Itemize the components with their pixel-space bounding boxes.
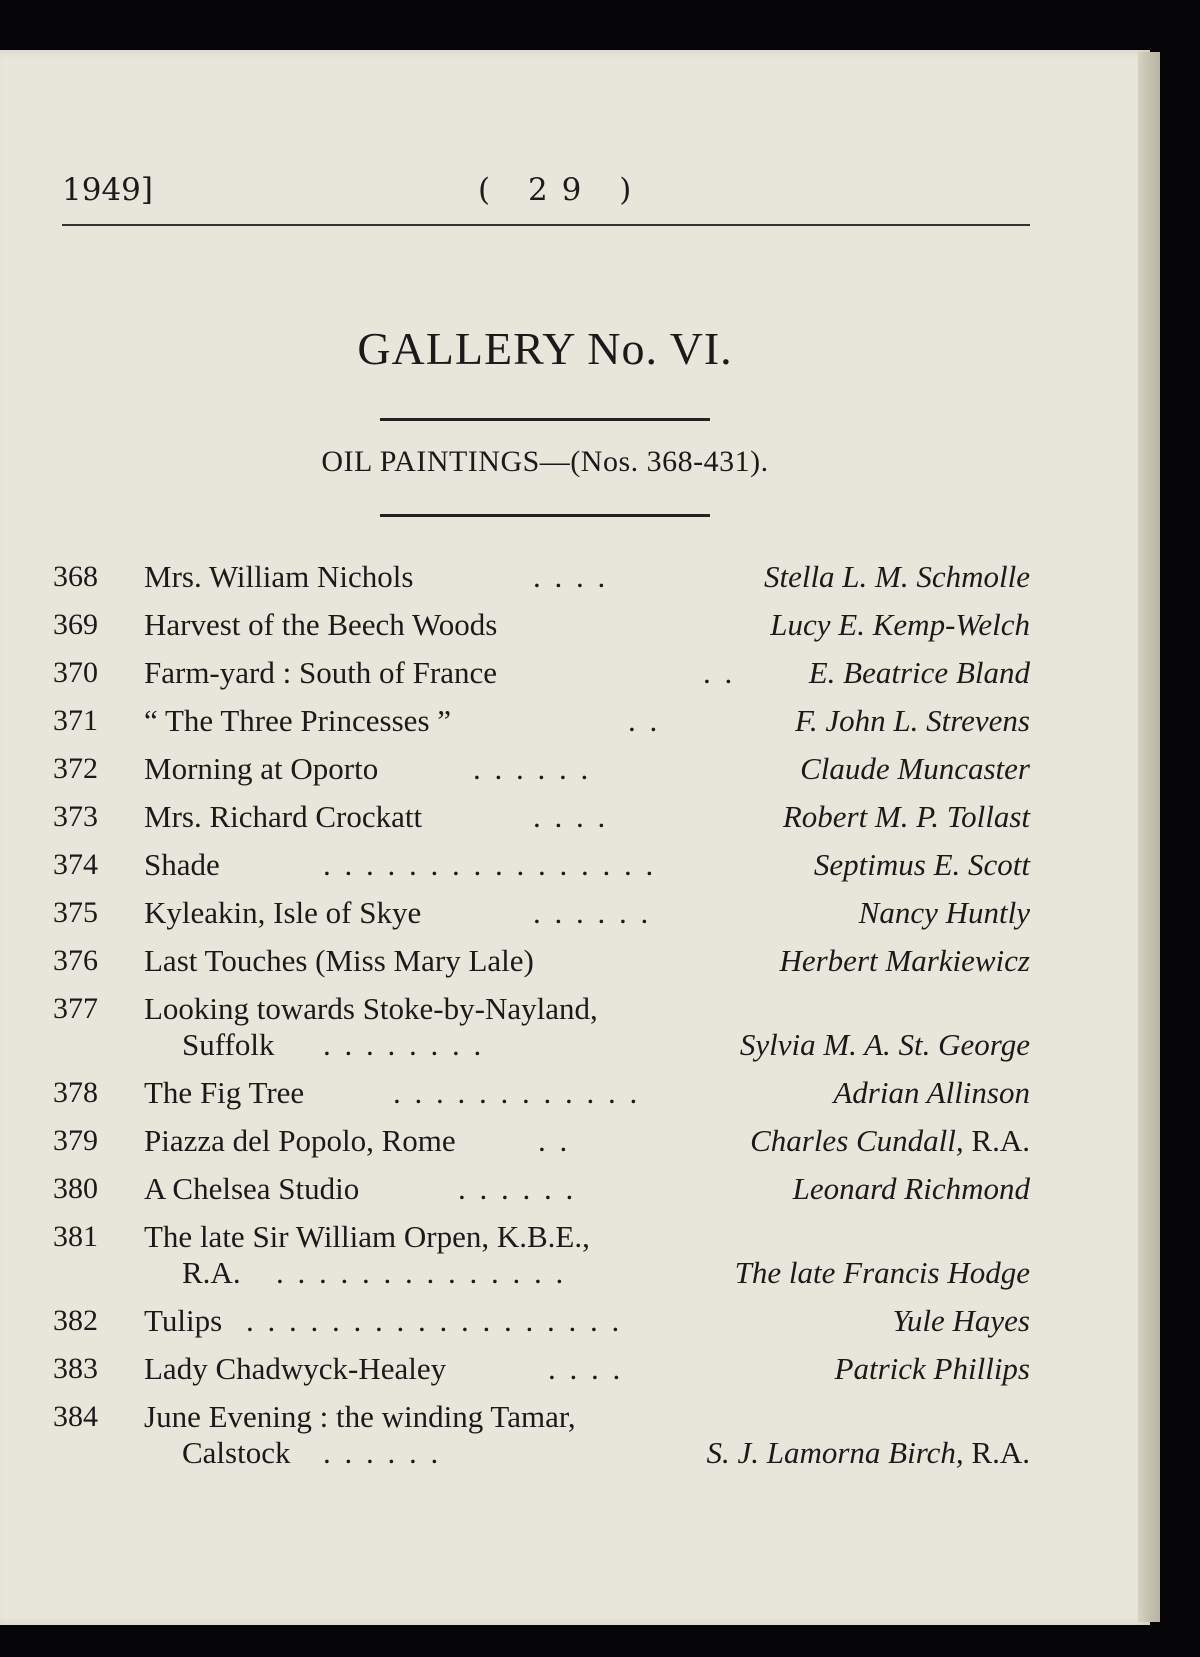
entry-artist: Adrian Allinson [833, 1075, 1030, 1110]
list-item [48, 601, 1030, 649]
entry-title-continued: Calstock [182, 1435, 291, 1470]
entry-number: 380 [53, 1172, 98, 1205]
page-number: ( 29 ) [478, 172, 646, 208]
entry-number: 368 [53, 560, 98, 593]
list-item [48, 793, 1030, 841]
leader-dots: . . . . . . [473, 751, 592, 786]
entry-artist: F. John L. Strevens [794, 703, 1030, 738]
entry-artist: Yule Hayes [892, 1303, 1030, 1338]
entry-artist: Claude Muncaster [800, 751, 1030, 786]
leader-dots: . . . . . . . . . . . . . . . . . . [246, 1303, 623, 1338]
entry-artist: Stella L. M. Schmolle [763, 559, 1030, 594]
entry-artist: Leonard Richmond [792, 1171, 1030, 1206]
entry-artist: Nancy Huntly [858, 895, 1030, 930]
list-item [48, 1213, 1030, 1297]
entry-artist: S. J. Lamorna Birch, R.A. [706, 1435, 1030, 1470]
list-item [48, 697, 1030, 745]
leader-dots: . . . . . . . . [323, 1027, 485, 1062]
list-item [48, 1345, 1030, 1393]
entry-number: 382 [53, 1304, 98, 1337]
entry-title: “ The Three Princesses ” [144, 703, 452, 738]
entry-artist: E. Beatrice Bland [808, 655, 1030, 690]
entry-number: 383 [53, 1352, 98, 1385]
list-item [48, 1117, 1030, 1165]
leader-dots: . . . . . . . . . . . . . . [276, 1255, 567, 1290]
entry-title: The Fig Tree [144, 1075, 305, 1110]
entry-title: A Chelsea Studio [144, 1171, 360, 1206]
entry-artist: Septimus E. Scott [813, 847, 1030, 882]
entry-artist: The late Francis Hodge [734, 1255, 1030, 1290]
leader-dots: . . [538, 1123, 571, 1158]
entry-title: Farm-yard : South of France [144, 655, 497, 690]
entry-number: 376 [53, 944, 98, 977]
leader-dots: . . . . [533, 799, 609, 834]
list-item [48, 1069, 1030, 1117]
section-subtitle: OIL PAINTINGS—(Nos. 368-431). [321, 445, 769, 478]
list-item [48, 1297, 1030, 1345]
entry-title: Harvest of the Beech Woods [144, 607, 498, 642]
list-item [48, 553, 1030, 601]
leader-dots: . . . . . . . . . . . . . . . . [323, 847, 657, 882]
entry-artist: Herbert Markiewicz [779, 943, 1030, 978]
leader-dots: . . [628, 703, 661, 738]
entry-artist: Sylvia M. A. St. George [739, 1027, 1030, 1062]
list-item [48, 1165, 1030, 1213]
entry-title: Lady Chadwyck-Healey [144, 1351, 447, 1386]
title-rule-bottom [380, 514, 710, 517]
entry-number: 373 [53, 800, 98, 833]
leader-dots: . . . . . . [533, 895, 652, 930]
list-item [48, 889, 1030, 937]
entry-title: Piazza del Popolo, Rome [144, 1123, 456, 1158]
entry-artist: Charles Cundall, R.A. [750, 1123, 1030, 1158]
leader-dots: . . . . . . . . . . . . [393, 1075, 641, 1110]
list-item [48, 649, 1030, 697]
entry-title: Morning at Oporto [144, 751, 379, 786]
leader-dots: . . . . . . [323, 1435, 442, 1470]
leader-dots: . . [703, 655, 736, 690]
entry-title: The late Sir William Orpen, K.B.E., [144, 1219, 590, 1254]
page-edge [1138, 52, 1160, 1622]
entry-number: 377 [53, 992, 98, 1025]
running-head-year: 1949] [62, 172, 153, 208]
entry-title: Mrs. Richard Crockatt [144, 799, 423, 834]
entry-number: 371 [53, 704, 98, 737]
title-rule-top [380, 418, 710, 421]
list-item [48, 985, 1030, 1069]
entry-number: 372 [53, 752, 98, 785]
entry-title: Looking towards Stoke-by-Nayland, [144, 991, 598, 1026]
entry-number: 379 [53, 1124, 98, 1157]
entry-artist: Robert M. P. Tollast [782, 799, 1030, 834]
entry-title: Last Touches (Miss Mary Lale) [144, 943, 534, 978]
entry-title: Mrs. William Nichols [144, 559, 414, 594]
leader-dots: . . . . [533, 559, 609, 594]
list-item [48, 937, 1030, 985]
entry-number: 375 [53, 896, 98, 929]
list-item [48, 841, 1030, 889]
entry-title: Kyleakin, Isle of Skye [144, 895, 422, 930]
entry-title: Shade [144, 847, 220, 882]
entry-number: 369 [53, 608, 98, 641]
list-item [48, 1393, 1030, 1477]
entry-title-continued: Suffolk [182, 1027, 275, 1062]
entry-number: 374 [53, 848, 98, 881]
entry-title-continued: R.A. [182, 1255, 241, 1290]
entry-number: 381 [53, 1220, 98, 1253]
entry-artist: Patrick Phillips [834, 1351, 1030, 1386]
entry-number: 384 [53, 1400, 98, 1433]
list-item [48, 745, 1030, 793]
entry-title: June Evening : the winding Tamar, [144, 1399, 576, 1434]
leader-dots: . . . . [548, 1351, 624, 1386]
entry-title: Tulips [144, 1303, 223, 1338]
leader-dots: . . . . . . [458, 1171, 577, 1206]
entry-number: 370 [53, 656, 98, 689]
header-rule [62, 224, 1030, 226]
entry-number: 378 [53, 1076, 98, 1109]
entry-artist: Lucy E. Kemp-Welch [770, 607, 1030, 642]
page-title: GALLERY No. VI. [357, 323, 733, 374]
entry-list [48, 553, 1030, 1477]
